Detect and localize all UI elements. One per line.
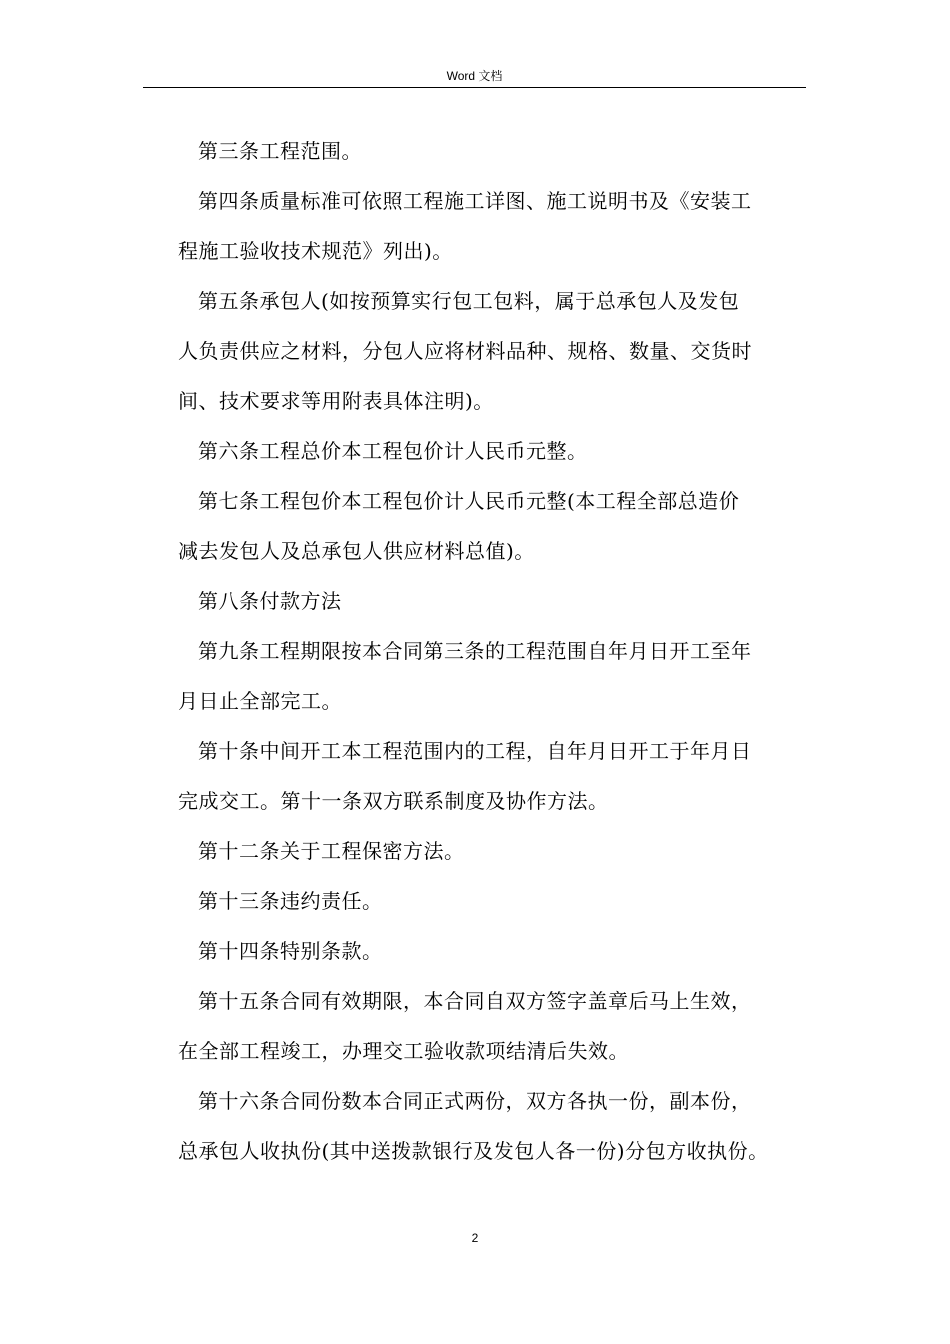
paragraph-article-7: 第七条工程包价本工程包价计人民币元整(本工程全部总造价 减去发包人及总承包人供应材料总值)。 xyxy=(178,489,740,563)
paragraph-article-16: 第十六条合同份数本合同正式两份，双方各执一份，副本份， 总承包人收执份(其中送拨款银行及发包人各一份)分包方收执份。 xyxy=(178,1089,769,1163)
paragraph-article-15: 第十五条合同有效期限，本合同自双方签字盖章后马上生效， 在全部工程竣工，办理交工验收款项结清后失效。 xyxy=(178,989,752,1063)
paragraph-article-6: 第六条工程总价本工程包价计人民币元整。 xyxy=(198,439,588,463)
paragraph-article-3: 第三条工程范围。 xyxy=(198,139,362,163)
page-header-title: Word 文档 xyxy=(446,69,503,83)
paragraph-article-13: 第十三条违约责任。 xyxy=(198,889,383,913)
header-divider xyxy=(143,87,806,88)
paragraph-article-12: 第十二条关于工程保密方法。 xyxy=(198,839,465,863)
paragraph-article-5: 第五条承包人(如按预算实行包工包料，属于总承包人及发包 人负责供应之材料，分包人应将材料品种、规格、数量、交货时 间、技术要求等用附表具体注明)。 xyxy=(178,289,752,413)
paragraph-article-9: 第九条工程期限按本合同第三条的工程范围自年月日开工至年 月日止全部完工。 xyxy=(178,639,752,713)
paragraph-article-4: 第四条质量标准可依照工程施工详图、施工说明书及《安装工 程施工验收技术规范》列出)。 xyxy=(178,189,752,263)
paragraph-article-8: 第八条付款方法 xyxy=(198,589,342,613)
page-number: 2 xyxy=(471,1231,479,1245)
paragraph-article-14: 第十四条特别条款。 xyxy=(198,939,383,963)
paragraph-article-10-11: 第十条中间开工本工程范围内的工程，自年月日开工于年月日 完成交工。第十一条双方联系制度及协作方法。 xyxy=(178,739,752,813)
document-body xyxy=(178,126,818,1176)
